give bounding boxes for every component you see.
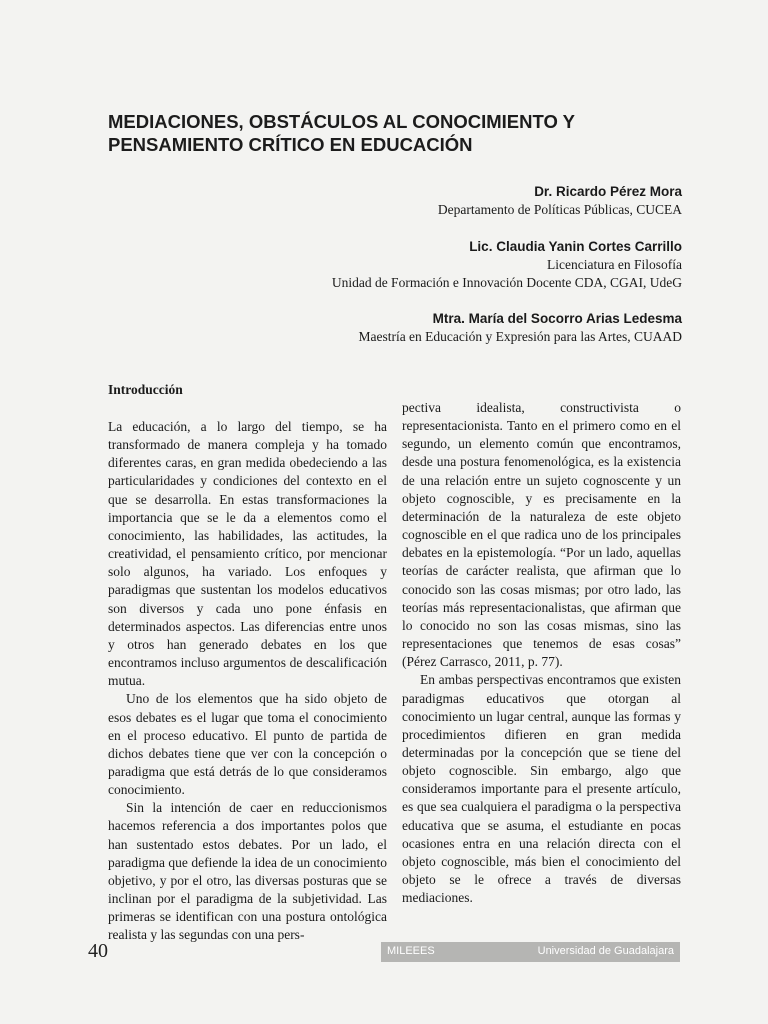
body-paragraph: En ambas perspectivas encontramos que existen paradigmas educativos que otorgan al conocimiento un lugar central, aunque las formas y procedimientos difieren en gran medida determinadas por la concepción que se tiene del objeto cognoscible. Sin embargo, algo que consideramos importante para el presente artículo, es que sea cualquiera el paradigma o la perspectiva educativa que se asuma, el estudiante en pocas ocasiones entra en una relación directa con el objeto cognoscible, más bien el conocimiento del objeto se le ofrece a través de diversas mediaciones. [402, 672, 681, 906]
right-column [402, 399, 681, 907]
author-affiliation: Unidad de Formación e Innovación Docente CDA, CGAI, UdeG [331, 275, 682, 290]
body-paragraph: pectiva idealista, constructivista o representacionista. Tanto en el primero como en el segundo, un elemento común que encontramos, desde una postura fenomenológica, es la existencia de una relación entre un sujeto cognoscente y un objeto cognoscible, y es precisamente en la determinación de la naturaleza de este objeto cognoscible en el que radica uno de los principales debates en la epistemología. “Por un lado, aquellas teorías de carácter realista, que afirman que lo conocido son las cosas mismas; por otro lado, las teorías más representacionalistas, que afirman que lo conocido no son las cosas mismas, sino las representaciones que tenemos de esas cosas” (Pérez Carrasco, 2011, p. 77). [402, 400, 681, 670]
author-name: Dr. Ricardo Pérez Mora [534, 184, 682, 199]
author-name: Mtra. María del Socorro Arias Ledesma [432, 311, 682, 326]
author-block-2 [332, 238, 682, 292]
author-block-3 [358, 310, 682, 346]
body-paragraph: La educación, a lo largo del tiempo, se ha transformado de manera compleja y ha tomado diferentes caras, en gran medida obedeciendo a las particularidades y condiciones del contexto en el que se desarrolla. En estas transformaciones la importancia que se le da a elementos como el conocimiento, las habilidades, las actitudes, la creatividad, el pensamiento crítico, por mencionar solo algunos, ha variado. Los enfoques y paradigmas que sustentan los modelos educativos son diversos y cada uno pone énfasis en determinados aspectos. Las diferencias entre unos y otros han generado debates en los que encontramos incluso argumentos de descalificación mutua. [108, 419, 387, 689]
author-affiliation: Maestría en Educación y Expresión para las Artes, CUAAD [358, 329, 682, 344]
footer-journal: MILEEES [387, 945, 435, 957]
section-heading: Introducción [108, 382, 183, 397]
article-title: MEDIACIONES, OBSTÁCULOS AL CONOCIMIENTO Y PENSAMIENTO CRÍTICO EN EDUCACIÓN [108, 111, 575, 155]
page-number: 40 [88, 940, 108, 962]
body-paragraph: Uno de los elementos que ha sido objeto de esos debates es el lugar que toma el conocimiento en el proceso educativo. El punto de partida de dichos debates tiene que ver con la concepción o paradigma que está detrás de lo que consideramos conocimiento. [108, 691, 387, 798]
author-name: Lic. Claudia Yanin Cortes Carrillo [469, 239, 682, 254]
author-block-1 [438, 183, 682, 219]
footer-bar [381, 942, 680, 962]
footer-university: Universidad de Guadalajara [537, 945, 674, 957]
author-affiliation: Licenciatura en Filosofía [547, 257, 682, 272]
author-affiliation: Departamento de Políticas Públicas, CUCEA [437, 202, 682, 217]
body-paragraph: Sin la intención de caer en reduccionismos hacemos referencia a dos importantes polos que han sustentado estos debates. Por un lado, el paradigma que defiende la idea de un conocimiento objetivo, y por el otro, las diversas posturas que se inclinan por el paradigma de la subjetividad. Las primeras se identifican con una postura ontológica realista y las segundas con una pers- [108, 800, 387, 943]
left-column [108, 381, 387, 945]
